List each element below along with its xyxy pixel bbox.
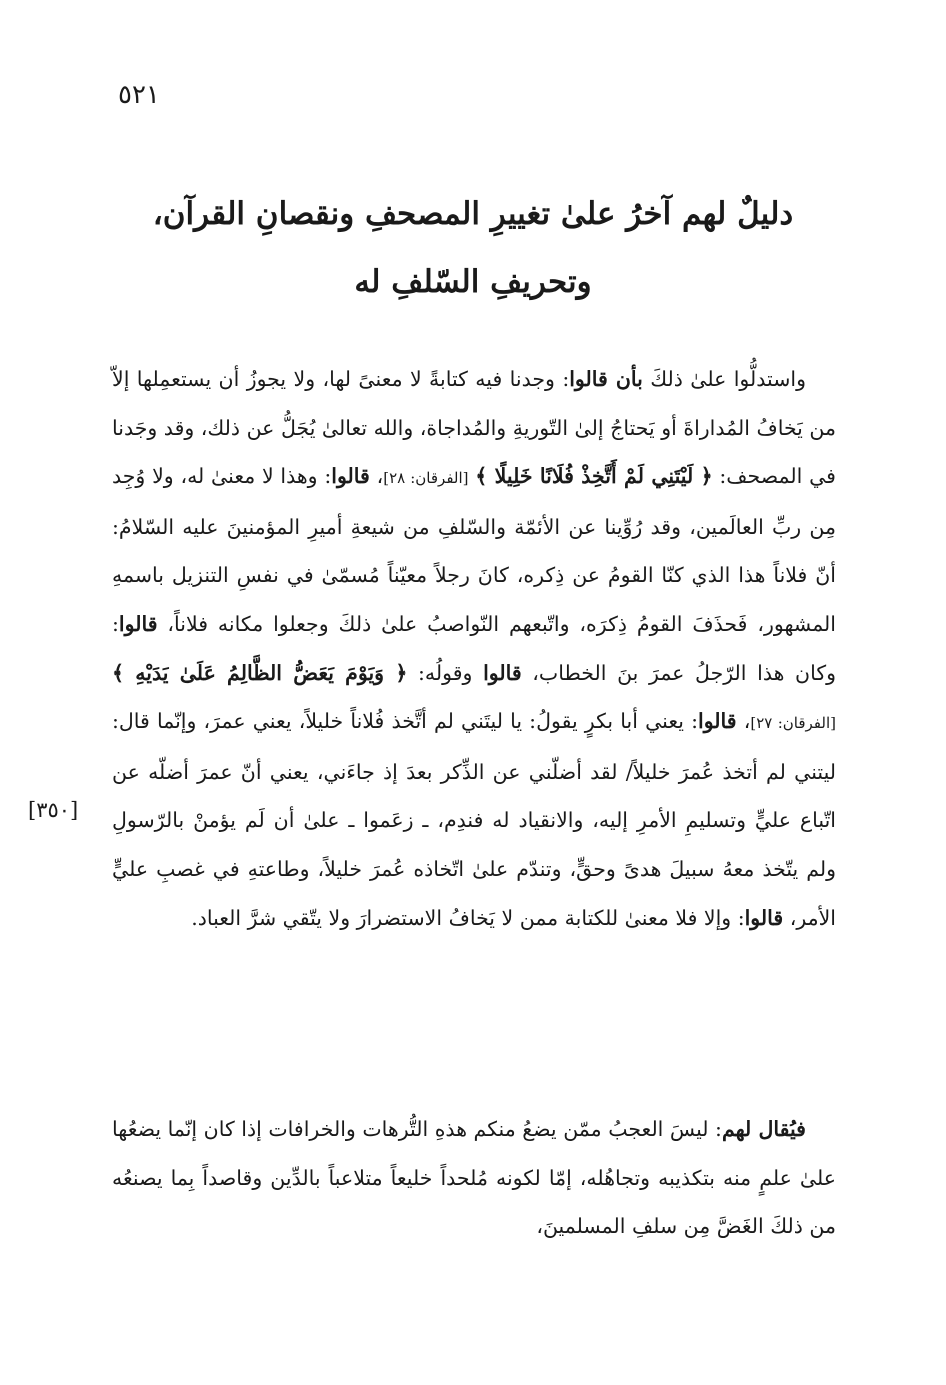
- keyword: قالوا: [483, 660, 522, 685]
- text-segment: : وهذا لا معنىٰ له، ولا وُجِد مِن ربِّ العالَمين، وقد رُوِّينا عن الأئمّة والسّلفِ من شيعةِ أميرِ المؤمنينَ عليه السّلامُ: أنّ فلاناً هذا الذي كنّا القومُ عن ذِكره، كانَ رجلاً معيّناً مُسمّىٰ في نفسِ التنزيل باسمهِ المشهور، فَحذَفَ القومُ ذِكرَه، واتّبعهم النّواصبُ علىٰ ذلكَ وجعلوا مكانه فلاناً،: [112, 464, 836, 636]
- keyword: قالوا: [698, 709, 737, 734]
- paragraph-1: [112, 355, 836, 942]
- text-segment: وقولُه:: [407, 660, 484, 685]
- paragraph-2: [112, 1105, 836, 1251]
- page-number: ٥٢١: [118, 80, 160, 110]
- keyword: بأن قالوا: [569, 367, 643, 391]
- text-segment: واستدلُّوا علىٰ ذلكَ: [642, 367, 806, 391]
- margin-page-reference: [٣٥٠]: [28, 798, 79, 822]
- keyword: قالوا: [331, 464, 370, 489]
- paragraph-2-text: [112, 1105, 836, 1251]
- verse-reference: [الفرقان: ٢٨]: [383, 469, 469, 488]
- text-segment: : وكان هذا الرّجلُ عمرَ بنَ الخطاب،: [112, 611, 837, 685]
- text-segment: ،: [736, 709, 751, 734]
- keyword: فيُقال لهم: [721, 1117, 806, 1141]
- text-segment: : ليسَ العجبُ ممّن يضعُ منكم هذهِ التُّرهات والخرافات إذا كان إنّما يضعُها علىٰ علمٍ منه بتكذيبه وتجاهُله، إمّا لكونه مُلحداً خليعاً متلاعباً بالدِّين وقاصداً بِما يصنعُه من ذلكَ الغَضَّ مِن سلفِ المسلمينَ،: [112, 1117, 836, 1239]
- keyword: قالوا: [744, 905, 784, 930]
- verse-reference: [الفرقان: ٢٧]: [750, 714, 836, 733]
- chapter-title-line-2: وتحريفِ السّلفِ له: [354, 264, 592, 300]
- chapter-title: [110, 180, 836, 316]
- text-segment: ،: [369, 464, 384, 489]
- text-segment: : وجدنا فيه كتابةً لا معنىً لها، ولا يجوزُ أن يستعمِلها إلاّ من يَخافُ المُداراةَ أو يَحتاجُ إلىٰ التّوريةِ والمُداجاة، والله تعالىٰ يُجَلُّ عن ذلك، وقد وجَدنا في المصحف:: [112, 367, 836, 489]
- paragraph-1-text: [112, 355, 836, 942]
- quran-quote: ﴿ لَيْتَنِي لَمْ أَتَّخِذْ فُلَانًا خَلِيلًا ﴾: [475, 464, 713, 489]
- text-segment: : يعني أبا بكرٍ يقولُ: يا ليتَني لم أتَّخذ فُلاناً خليلاً، يعني عمرَ، وإنّما قال: ليتني لم أتخذ عُمرَ خليلاً/ لقد أضلّني عن الذِّكر بعدَ إذ جاءَني، يعني أنّ عمرَ أضلّه عن اتّباع عليٍّ وتسليمِ الأمرِ إليه، والانقياد له فندِم، ـ زعَموا ـ علىٰ أن لَم يؤمنْ بالرّسولِ ولم يتّخذ معهُ سبيلَ هدىً وحقٍّ، وتندّم علىٰ اتّخاذه عُمرَ خليلاً، وطاعتهِ في غصبِ عليٍّ الأمر،: [112, 709, 836, 930]
- chapter-title-line-1: دليلٌ لهم آخرُ علىٰ تغييرِ المصحفِ ونقصانِ القرآن،: [152, 196, 794, 232]
- text-segment: : وإلا فلا معنىٰ للكتابة ممن لا يَخافُ الاستضرارَ ولا يتّقي شرَّ العباد.: [191, 905, 745, 930]
- keyword: قالوا: [118, 611, 158, 636]
- quran-quote: ﴿ وَيَوْمَ يَعَضُّ الظَّالِمُ عَلَىٰ يَدَيْهِ ﴾: [112, 660, 408, 685]
